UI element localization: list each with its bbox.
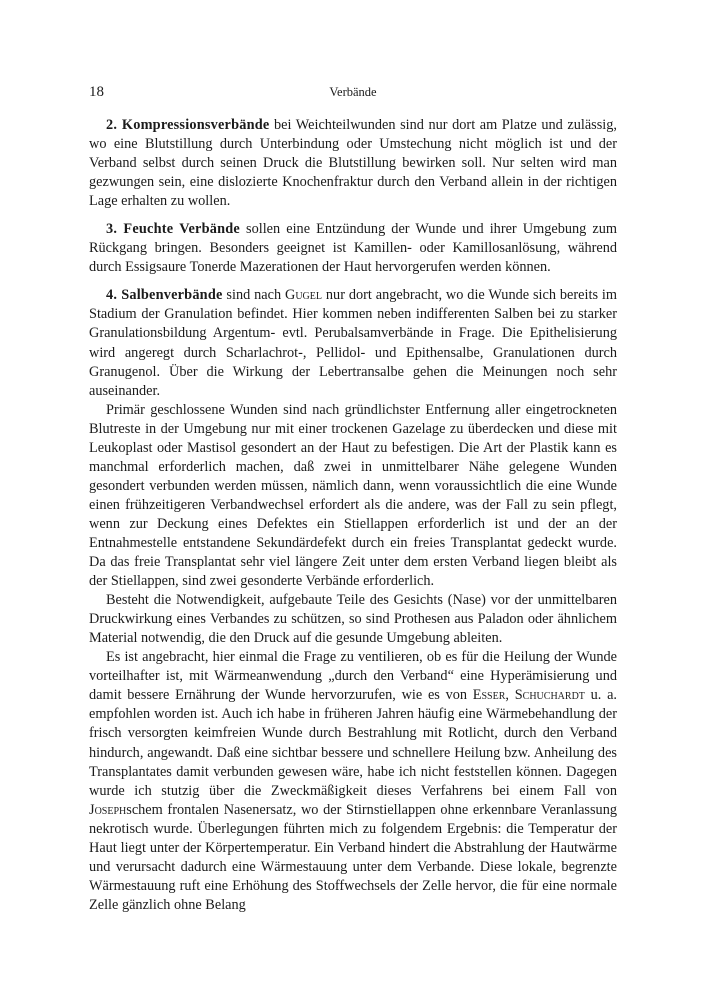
section-heading: 3. Feuchte Verbände	[106, 221, 240, 238]
author-name: Schuchardt	[514, 687, 585, 704]
page-number: 18	[89, 84, 104, 100]
section-text: sind nach	[222, 287, 286, 304]
paragraph-primaer-geschlossene-wunden: Primär geschlossene Wunden sind nach gründlichster Entfernung aller eingetrockneten Blutreste in der Umgebung nur mit einer trockenen Gazelage zu überdecken und diese mit Leukoplast oder Mastisol gesondert an der Haut zu befestigen. Die Art der Plastik kann es manchmal erforderlich machen, daß zwei in unmittelbarer Nähe gelegene Wunden gesondert verbunden werden müssen, nämlich dann, wenn voraussichtlich die eine Wunde einen frühzeitigeren Verbandwechsel erfordert als die andere, was der Fall zu sein pflegt, wenn zur Deckung eines Defektes ein Stiellappen erforderlich ist und der an der Entnahmestelle entstandene Sekundärdefekt durch ein freies Transplantat gedeckt wurde. Da das freie Transplantat sehr viel längere Zeit unter dem ersten Verband liegen bleibt als der Stiellappen, sind zwei gesonderte Verbände erforderlich.	[89, 401, 617, 590]
section-feuchte-verbaende	[89, 220, 617, 277]
body-text	[89, 116, 617, 915]
section-kompressionsverbaende	[89, 116, 617, 211]
section-text: nur dort angebracht, wo die Wunde sich bereits im Stadium der Granulation befindet. Hier kommen neben indifferenten Salben bei zu starker Granulationsbildung Argentum- evtl. Perubalsamverbände in Frage. Die Epithelisierung wird angeregt durch Scharlachrot-, Pellidol- und Epithensalbe, Granulationen durch Granugenol. Über die Wirkung der Lebertransalbe gehen die Meinungen noch sehr auseinander.	[89, 287, 617, 399]
author-name: Esser	[472, 687, 506, 704]
paragraph-text: ,	[505, 687, 515, 704]
section-heading: 2. Kompressionsverbände	[106, 117, 270, 133]
section-text: bei Weichteilwunden sind nur dort am Platze und zulässig, wo eine Blutstillung durch Unterbindung oder Umstechung nicht möglich ist und der Verband selbst durch seinen Druck die Blutstillung bewirken soll. Nur selten wird man gezwungen sein, eine dislozierte Knochenfraktur durch den Verband allein in der richtigen Lage erhalten zu wollen.	[89, 117, 617, 210]
page-header	[89, 84, 617, 106]
paragraph-waermeanwendung	[89, 648, 617, 915]
running-title: Verbände	[329, 85, 377, 99]
author-name: Joseph	[89, 801, 127, 818]
section-salbenverbaende	[89, 286, 617, 400]
paragraph-prothesen: Besteht die Notwendigkeit, aufgebaute Teile des Gesichts (Nase) vor der unmittelbaren Druckwirkung eines Verbandes zu schützen, so sind Prothesen aus Paladon oder ähnlichem Material notwendig, die den Druck auf die gesunde Umgebung ableiten.	[89, 592, 617, 647]
paragraph-text: u. a. empfohlen worden ist. Auch ich habe in früheren Jahren häufig eine Wärmebehandlung der frisch versorgten keimfreien Wunde durch Bestrahlung mit Rotlicht, durch den Verband hindurch, angewandt. Daß eine sichtbar bessere und schnellere Heilung bzw. Anheilung des Transplantates damit verbunden gewesen wäre, habe ich nicht feststellen können. Dagegen wurde ich stutzig über die Zweckmäßigkeit dieses Verfahrens bei einem Fall von	[89, 687, 617, 799]
section-text: sollen eine Entzündung der Wunde und ihrer Umgebung zum Rückgang bringen. Besonders geeignet ist Kamillen- oder Kamillosanlösung, während durch Essigsaure Tonerde Mazerationen der Haut hervorgerufen werden können.	[89, 221, 617, 276]
paragraph-text: schem frontalen Nasenersatz, wo der Stirnstiellappen ohne erkennbare Veranlassung nekrotisch wurde. Überlegungen führten mich zu folgendem Ergebnis: die Temperatur der Haut liegt unter der Körpertemperatur. Ein Verband hindert die Abstrahlung der Hautwärme und verursacht dadurch eine Wärmestauung unter dem Verbande. Diese lokale, begrenzte Wärmestauung ruft eine Erhöhung des Stoffwechsels der Zelle hervor, die für eine normale Zelle gänzlich ohne Belang	[89, 801, 617, 913]
paragraph-text: Es ist angebracht, hier einmal die Frage zu ventilieren, ob es für die Heilung der Wunde vorteilhafter ist, mit Wärmeanwendung „durch den Verband“ eine Hyperämisierung und damit bessere Ernährung der Wunde hervorzurufen, wie es von	[89, 649, 617, 704]
section-heading: 4. Salbenverbände	[106, 287, 223, 304]
author-name: Gugel	[285, 287, 323, 304]
